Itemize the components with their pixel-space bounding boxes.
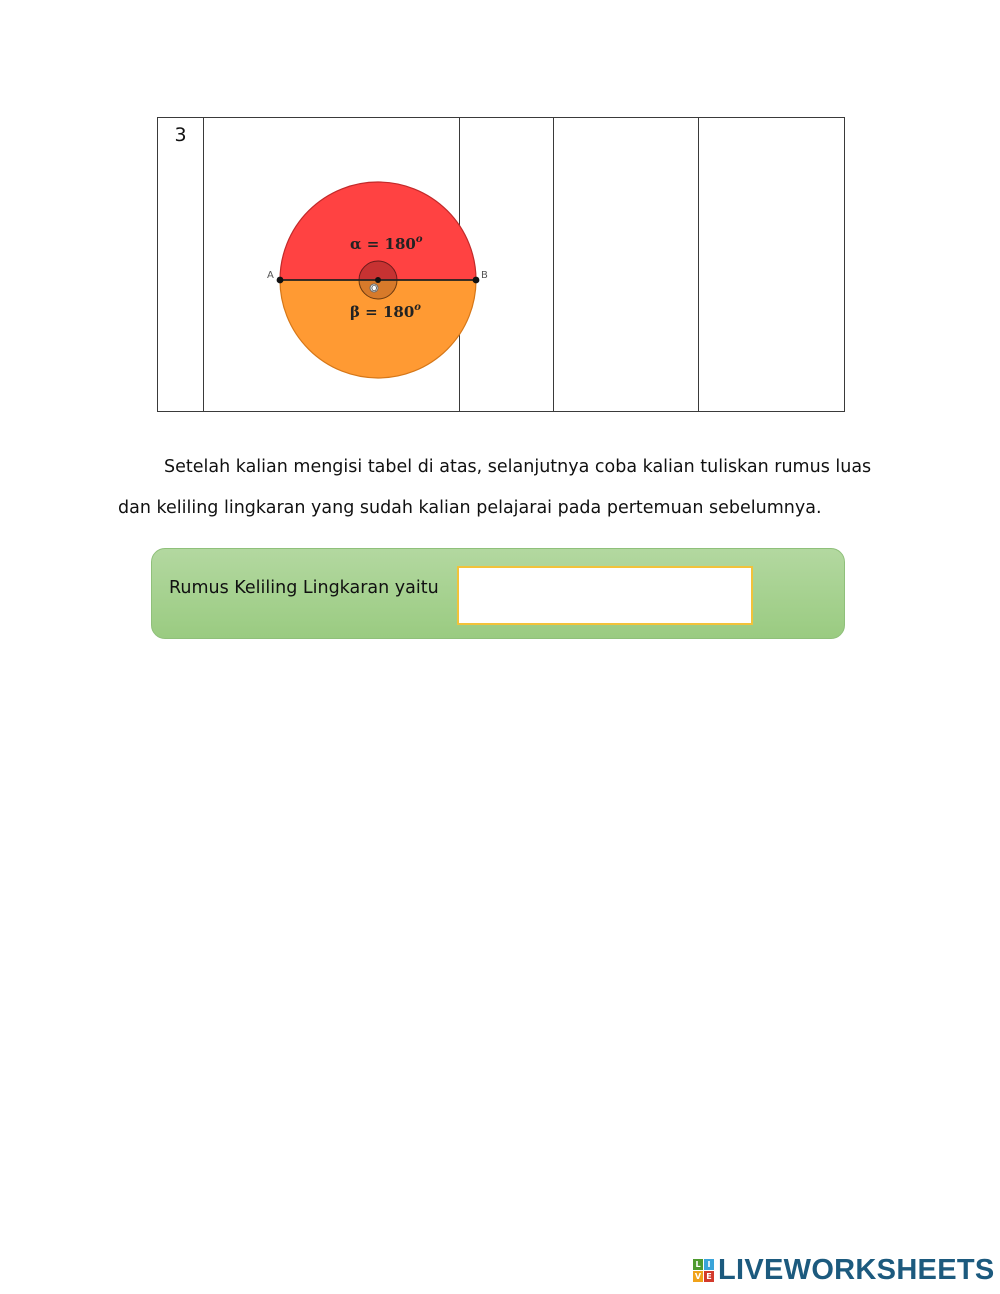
answer-panel (151, 548, 845, 639)
alpha-label: $\alpha = 180^o$ (350, 234, 423, 253)
point-b (473, 277, 480, 284)
circumference-formula-input[interactable] (457, 566, 753, 625)
logo-letter-i: I (704, 1259, 714, 1270)
label-a: A (267, 270, 274, 281)
row-number-cell (158, 118, 204, 412)
label-b: B (481, 270, 488, 281)
table-row (158, 118, 845, 412)
logo-letter-e: E (704, 1271, 714, 1282)
answer-cell-2 (554, 118, 699, 412)
instruction-line-1: Setelah kalian mengisi tabel di atas, selanjutnya coba kalian tuliskan rumus luas (164, 457, 872, 477)
answer-label: Rumus Keliling Lingkaran yaitu (169, 578, 439, 598)
row-number: 3 (174, 124, 187, 146)
beta-label: $\beta = 180^o$ (350, 302, 421, 321)
point-a (277, 277, 284, 284)
logo-letter-v: V (694, 1272, 702, 1281)
worksheet-table (157, 117, 845, 412)
brand-logo (693, 1254, 995, 1287)
live-icon (693, 1259, 714, 1282)
answer-cell-3 (699, 118, 845, 412)
instruction-line-2: dan keliling lingkaran yang sudah kalian pelajarai pada pertemuan sebelumnya. (118, 498, 822, 518)
semicircle-figure (204, 118, 488, 411)
logo-letter-l: L (693, 1259, 703, 1270)
figure-cell (204, 118, 488, 412)
label-center: O (371, 284, 378, 293)
brand-name: LIVEWORKSHEETS (718, 1254, 995, 1286)
center-point (375, 277, 381, 283)
